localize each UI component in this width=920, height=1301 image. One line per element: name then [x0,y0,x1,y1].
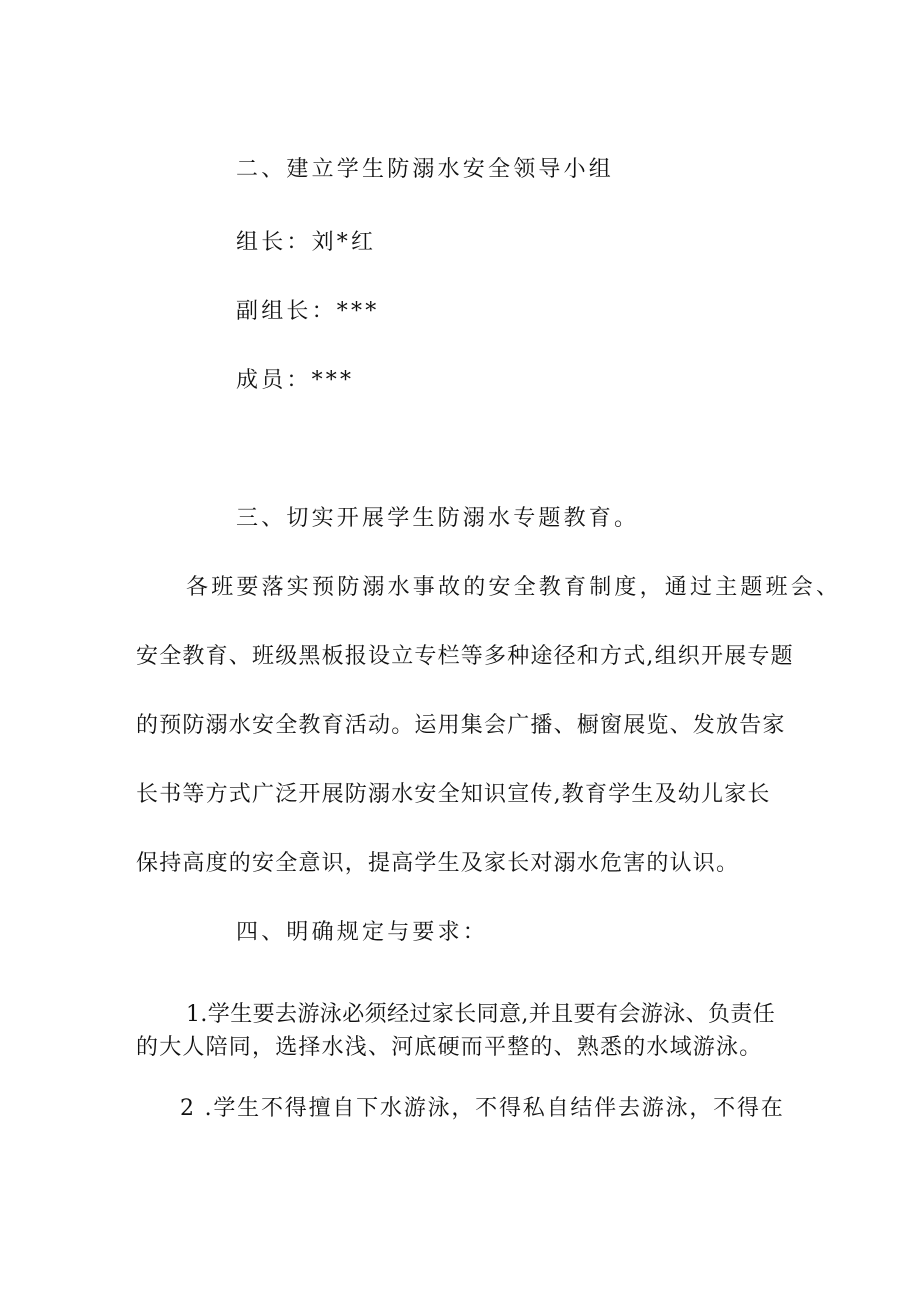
paragraph-line: 的预防溺水安全教育活动。运用集会广播、橱窗展览、发放告家 [136,713,786,738]
paragraph-line: 安全教育、班级黑板报设立专栏等多种途径和方式,组织开展专题 [136,644,794,669]
paragraph-line: 长书等方式广泛开展防溺水安全知识宣传,教育学生及幼儿家长 [136,782,771,807]
section-4-heading: 四、明确规定与要求： [236,920,489,945]
deputy-leader-line: 副组长：*** [236,299,380,324]
section-3-heading: 三、切实开展学生防溺水专题教育。 [236,506,640,531]
leader-line: 组长：刘*红 [236,230,377,255]
section-2-heading: 二、建立学生防溺水安全领导小组 [236,157,615,182]
rule-item-1-line: 的大人陪同，选择水浅、河底硬而平整的、熟悉的水域游泳。 [136,1035,763,1060]
paragraph-line: 各班要落实预防溺水事故的安全教育制度，通过主题班会、 [186,575,842,600]
members-line: 成员：*** [236,368,355,393]
rule-item-1-line: 1.学生要去游泳必须经过家长同意,并且要有会游泳、负责任 [186,1002,776,1027]
rule-item-2-line: 2 .学生不得擅自下水游泳，不得私自结伴去游泳，不得在 [180,1096,785,1121]
paragraph-line: 保持高度的安全意识，提高学生及家长对溺水危害的认识。 [136,851,740,876]
